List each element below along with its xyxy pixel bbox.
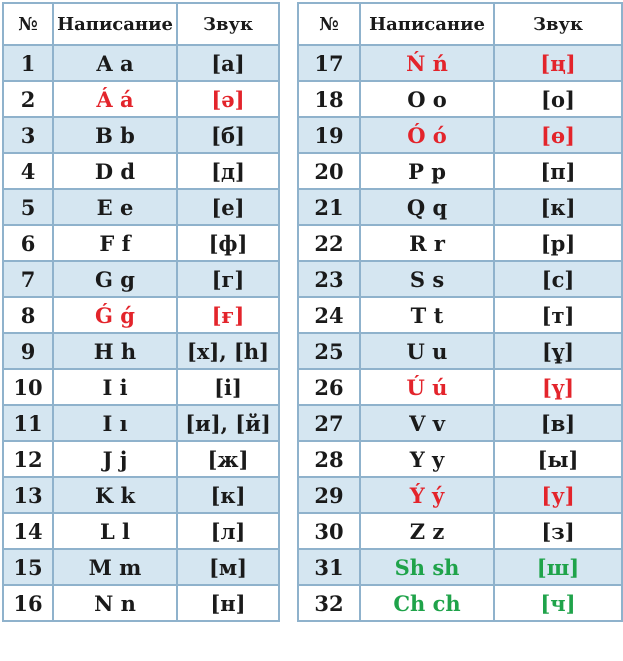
table-row	[298, 297, 622, 333]
header-number: №	[298, 3, 360, 45]
row-number: 7	[3, 261, 53, 297]
row-number: 31	[298, 549, 360, 585]
table-row	[3, 513, 279, 549]
right-table-body	[298, 45, 622, 621]
letter-writing: V v	[360, 405, 494, 441]
table-row	[298, 333, 622, 369]
letter-writing: O o	[360, 81, 494, 117]
letter-writing: P p	[360, 153, 494, 189]
row-number: 2	[3, 81, 53, 117]
letter-writing: J j	[53, 441, 177, 477]
row-number: 21	[298, 189, 360, 225]
table-row	[3, 549, 279, 585]
letter-sound: [ш]	[494, 549, 622, 585]
letter-writing: F f	[53, 225, 177, 261]
row-number: 25	[298, 333, 360, 369]
table-row	[3, 189, 279, 225]
header-sound: Звук	[177, 3, 279, 45]
table-row	[298, 585, 622, 621]
letter-writing: T t	[360, 297, 494, 333]
letter-writing: G g	[53, 261, 177, 297]
row-number: 1	[3, 45, 53, 81]
letter-sound: [с]	[494, 261, 622, 297]
alphabet-table-right	[297, 2, 623, 622]
row-number: 13	[3, 477, 53, 513]
letter-sound: [ү]	[494, 369, 622, 405]
table-row	[298, 369, 622, 405]
table-row	[3, 441, 279, 477]
letter-sound: [е]	[177, 189, 279, 225]
table-row	[3, 81, 279, 117]
row-number: 3	[3, 117, 53, 153]
table-row	[3, 297, 279, 333]
table-row	[298, 261, 622, 297]
row-number: 30	[298, 513, 360, 549]
letter-writing: Ý ý	[360, 477, 494, 513]
header-sound: Звук	[494, 3, 622, 45]
row-number: 17	[298, 45, 360, 81]
table-row	[298, 81, 622, 117]
letter-sound: [ж]	[177, 441, 279, 477]
letter-writing: U u	[360, 333, 494, 369]
letter-writing: S s	[360, 261, 494, 297]
row-number: 27	[298, 405, 360, 441]
letter-sound: [м]	[177, 549, 279, 585]
row-number: 5	[3, 189, 53, 225]
letter-writing: Ń ń	[360, 45, 494, 81]
left-table-body	[3, 45, 279, 621]
letter-writing: E e	[53, 189, 177, 225]
letter-sound: [г]	[177, 261, 279, 297]
row-number: 6	[3, 225, 53, 261]
letter-sound: [ч]	[494, 585, 622, 621]
row-number: 24	[298, 297, 360, 333]
letter-sound: [ә]	[177, 81, 279, 117]
row-number: 4	[3, 153, 53, 189]
header-number: №	[3, 3, 53, 45]
letter-writing: I i	[53, 369, 177, 405]
letter-sound: [ы]	[494, 441, 622, 477]
letter-writing: K k	[53, 477, 177, 513]
letter-sound: [д]	[177, 153, 279, 189]
letter-writing: Ó ó	[360, 117, 494, 153]
header-writing: Написание	[360, 3, 494, 45]
letter-sound: [ұ]	[494, 333, 622, 369]
letter-writing: R r	[360, 225, 494, 261]
letter-sound: [н]	[177, 585, 279, 621]
letter-writing: I ı	[53, 405, 177, 441]
letter-writing: Ch ch	[360, 585, 494, 621]
letter-sound: [л]	[177, 513, 279, 549]
letter-writing: Á á	[53, 81, 177, 117]
row-number: 11	[3, 405, 53, 441]
letter-sound: [р]	[494, 225, 622, 261]
table-row	[298, 225, 622, 261]
row-number: 32	[298, 585, 360, 621]
column-divider	[280, 0, 295, 661]
row-number: 29	[298, 477, 360, 513]
table-row	[298, 117, 622, 153]
table-row	[3, 369, 279, 405]
letter-sound: [о]	[494, 81, 622, 117]
letter-sound: [к]	[494, 189, 622, 225]
row-number: 9	[3, 333, 53, 369]
row-number: 15	[3, 549, 53, 585]
table-row	[298, 549, 622, 585]
table-row	[3, 45, 279, 81]
row-number: 23	[298, 261, 360, 297]
letter-sound: [к]	[177, 477, 279, 513]
letter-sound: [п]	[494, 153, 622, 189]
letter-sound: [у]	[494, 477, 622, 513]
letter-sound: [х], [h]	[177, 333, 279, 369]
row-number: 22	[298, 225, 360, 261]
row-number: 28	[298, 441, 360, 477]
letter-writing: D d	[53, 153, 177, 189]
table-row	[3, 477, 279, 513]
table-row	[3, 261, 279, 297]
row-number: 18	[298, 81, 360, 117]
letter-writing: A a	[53, 45, 177, 81]
header-writing: Написание	[53, 3, 177, 45]
letter-writing: H h	[53, 333, 177, 369]
header-row	[298, 3, 622, 45]
letter-writing: Y y	[360, 441, 494, 477]
row-number: 19	[298, 117, 360, 153]
table-row	[3, 405, 279, 441]
letter-sound: [ф]	[177, 225, 279, 261]
letter-sound: [ө]	[494, 117, 622, 153]
table-row	[3, 153, 279, 189]
table-row	[298, 153, 622, 189]
letter-writing: M m	[53, 549, 177, 585]
table-row	[3, 585, 279, 621]
row-number: 8	[3, 297, 53, 333]
table-row	[3, 225, 279, 261]
letter-writing: Q q	[360, 189, 494, 225]
letter-sound: [б]	[177, 117, 279, 153]
letter-writing: B b	[53, 117, 177, 153]
row-number: 26	[298, 369, 360, 405]
row-number: 16	[3, 585, 53, 621]
letter-sound: [ғ]	[177, 297, 279, 333]
letter-writing: Z z	[360, 513, 494, 549]
row-number: 12	[3, 441, 53, 477]
table-row	[3, 333, 279, 369]
row-number: 10	[3, 369, 53, 405]
letter-writing: Ǵ ǵ	[53, 297, 177, 333]
letter-sound: [з]	[494, 513, 622, 549]
table-row	[298, 189, 622, 225]
letter-sound: [т]	[494, 297, 622, 333]
header-row	[3, 3, 279, 45]
letter-sound: [и], [й]	[177, 405, 279, 441]
table-row	[298, 441, 622, 477]
table-row	[298, 477, 622, 513]
table-row	[298, 405, 622, 441]
letter-writing: L l	[53, 513, 177, 549]
letter-sound: [ң]	[494, 45, 622, 81]
letter-writing: N n	[53, 585, 177, 621]
letter-writing: Ú ú	[360, 369, 494, 405]
table-row	[298, 513, 622, 549]
row-number: 20	[298, 153, 360, 189]
letter-sound: [і]	[177, 369, 279, 405]
alphabet-table-left	[2, 2, 280, 622]
letter-sound: [в]	[494, 405, 622, 441]
table-row	[298, 45, 622, 81]
letter-writing: Sh sh	[360, 549, 494, 585]
row-number: 14	[3, 513, 53, 549]
table-row	[3, 117, 279, 153]
letter-sound: [а]	[177, 45, 279, 81]
